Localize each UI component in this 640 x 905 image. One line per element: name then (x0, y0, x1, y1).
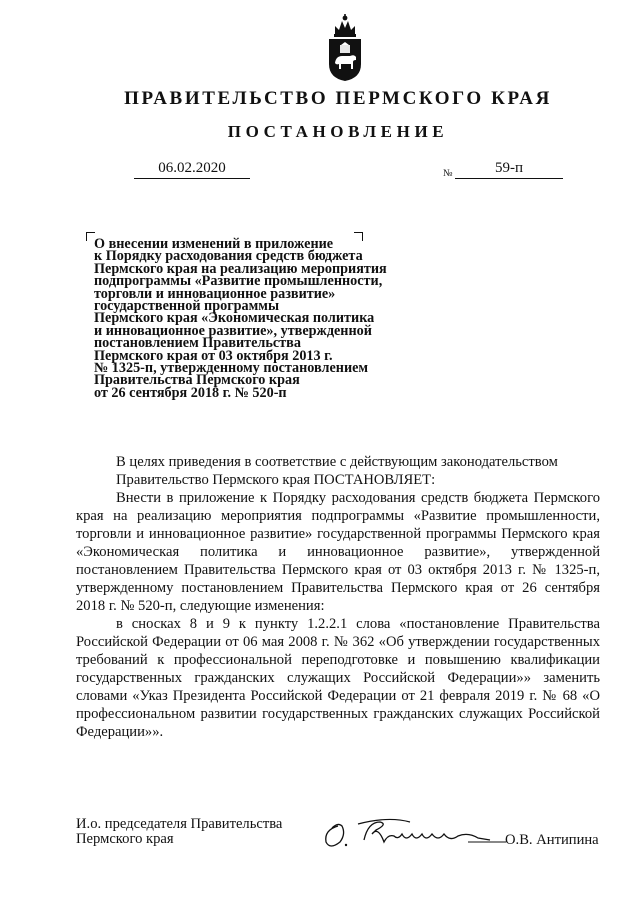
signer-position (76, 817, 282, 847)
subject-line: Пермского края «Экономическая политика (94, 310, 375, 327)
coat-of-arms-icon (326, 12, 364, 82)
intro-paragraph: В целях приведения в соответствие с действующим законодательством (116, 454, 558, 470)
handwritten-signature (318, 812, 508, 852)
document-number: 59-п (455, 160, 563, 179)
document-body (76, 453, 600, 741)
number-label: № (443, 168, 453, 179)
signer-name: О.В. Антипина (505, 832, 599, 848)
subject-line: Правительства Пермского края (94, 372, 300, 389)
subject-line: постановлением Правительства (94, 335, 301, 352)
subject-line: О внесении изменений в приложение (94, 236, 334, 252)
subject-line: № 1325-п, утвержденному постановлением (94, 360, 369, 377)
document-date: 06.02.2020 (134, 160, 250, 179)
body-paragraph-1: Внести в приложение к Порядку расходования средств бюджета Пермского края на реализацию мероприятия подпрограммы «Развитие промышленности, торговли и инновационное развитие» государственной программы Пермского края «Экономическая политика и инновационное развитие», утвержденной постановлением Правительства Пермского края от 03 октября 2013 г. № 1325-п, утвержденному постановлением Правительства Пермского края от 26 сентября 2018 г. № 520-п, следующие изменения: (76, 490, 600, 614)
signer-position-line: Пермского края (76, 831, 174, 847)
subject-line: Пермского края на реализацию мероприятия (94, 260, 387, 277)
document-type: ПОСТАНОВЛЕНИЕ (227, 122, 449, 141)
body-paragraph-2: в сносках 8 и 9 к пункту 1.2.2.1 слова «постановление Правительства Российской Федерации от 06 мая 2008 г. № 362 «Об утверждении государственных требований к профессиональной переподготовке и повышению квалификации государственных гражданских служащих Российской Федерации»» заменить словами «Указ Президента Российской Федерации от 21 февраля 2019 г. № 68 «О профессиональном развитии государственных гражданских служащих Российской Федерации»». (76, 616, 600, 740)
subject-line: и инновационное развитие», утвержденной (94, 322, 372, 339)
subject-line: Пермского края от 03 октября 2013 г. (94, 347, 333, 364)
subject-line: к Порядку расходования средств бюджета (94, 248, 363, 265)
subject-line: торговли и инновационное развитие» (94, 285, 336, 302)
government-title: ПРАВИТЕЛЬСТВО ПЕРМСКОГО КРАЯ (124, 88, 552, 109)
subject-line: от 26 сентября 2018 г. № 520-п (94, 384, 287, 401)
resolution-line: Правительство Пермского края ПОСТАНОВЛЯЕТ: (116, 472, 436, 488)
document-subject (94, 238, 414, 399)
signer-position-line: И.о. председателя Правительства (76, 816, 283, 832)
subject-line: государственной программы (94, 298, 280, 315)
subject-line: подпрограммы «Развитие промышленности, (94, 273, 383, 290)
